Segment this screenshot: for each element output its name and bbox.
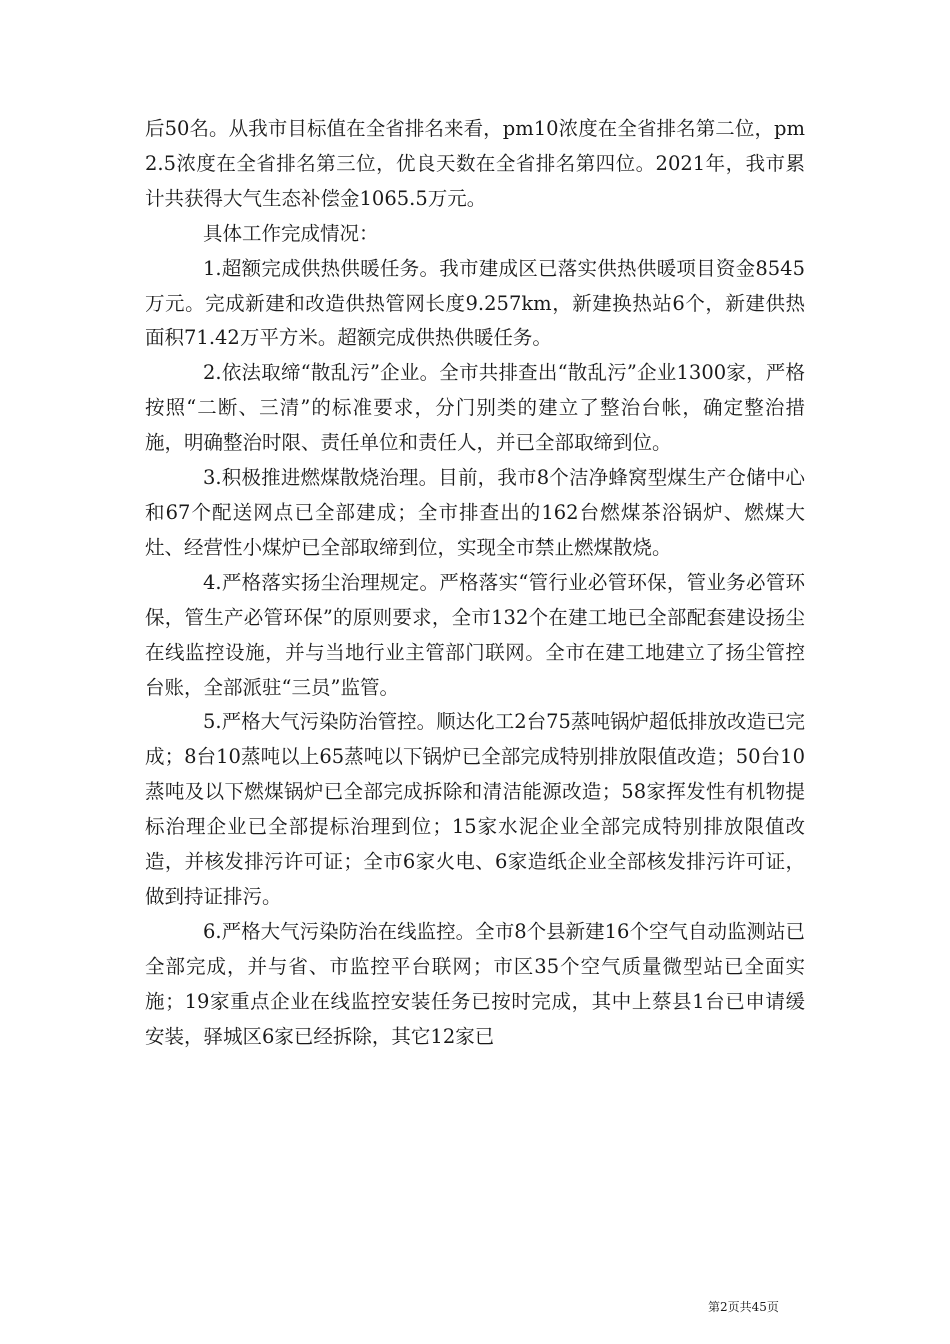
- paragraph-item-1: 1.超额完成供热供暖任务。我市建成区已落实供热供暖项目资金8545万元。完成新建和改造供热管网长度9.257km，新建换热站6个，新建供热面积71.42万平方米。超额完成供热供暖任务。: [145, 256, 805, 350]
- paragraph-continuation: 后50名。从我市目标值在全省排名来看，pm10浓度在全省排名第二位，pm2.5浓度在全省排名第三位，优良天数在全省排名第四位。2021年，我市累计共获得大气生态补偿金1065.5万元。: [145, 117, 805, 210]
- document-body: [145, 112, 805, 1054]
- paragraph-item-4: 4.严格落实扬尘治理规定。严格落实“管行业必管环保，管业务必管环保，管生产必管环保”的原则要求，全市132个在建工地已全部配套建设扬尘在线监控设施，并与当地行业主管部门联网。全市在建工地建立了扬尘管控台账，全部派驻“三员”监管。: [145, 570, 805, 699]
- paragraph-section-heading: 具体工作完成情况：: [203, 221, 379, 245]
- page-number-footer: 第2页共45页: [708, 1300, 779, 1314]
- paragraph-item-6: 6.严格大气污染防治在线监控。全市8个县新建16个空气自动监测站已全部完成，并与省、市监控平台联网；市区35个空气质量微型站已全面实施；19家重点企业在线监控安装任务已按时完成，其中上蔡县1台已申请缓安装，驿城区6家已经拆除，其它12家已: [145, 919, 805, 1048]
- paragraph-item-5: 5.严格大气污染防治管控。顺达化工2台75蒸吨锅炉超低排放改造已完成；8台10蒸吨以上65蒸吨以下锅炉已全部完成特别排放限值改造；50台10蒸吨及以下燃煤锅炉已全部完成拆除和清洁能源改造；58家挥发性有机物提标治理企业已全部提标治理到位；15家水泥企业全部完成特别排放限值改造，并核发排污许可证；全市6家火电、6家造纸企业全部核发排污许可证，做到持证排污。: [145, 710, 805, 908]
- paragraph-item-3: 3.积极推进燃煤散烧治理。目前，我市8个洁净蜂窝型煤生产仓储中心和67个配送网点已全部建成；全市排查出的162台燃煤茶浴锅炉、燃煤大灶、经营性小煤炉已全部取缔到位，实现全市禁止燃煤散烧。: [145, 466, 805, 559]
- paragraph-item-2: 2.依法取缔“散乱污”企业。全市共排查出“散乱污”企业1300家，严格按照“二断、三清”的标准要求，分门别类的建立了整治台帐，确定整治措施，明确整治时限、责任单位和责任人，并已全部取缔到位。: [145, 361, 805, 455]
